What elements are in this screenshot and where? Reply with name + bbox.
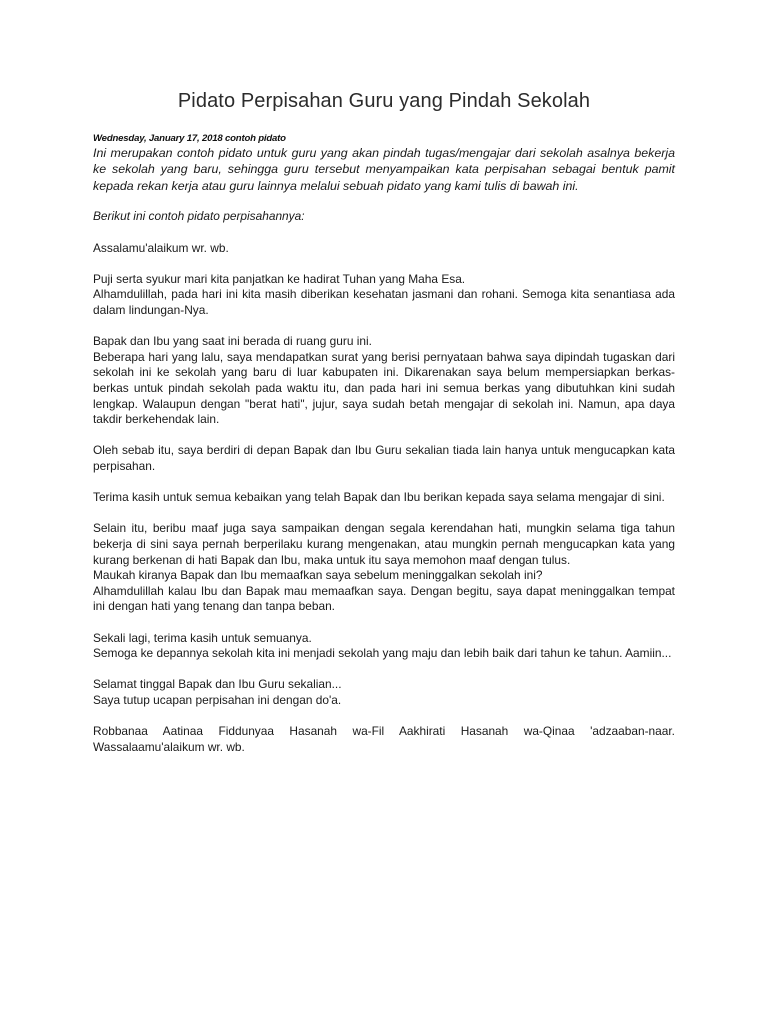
purpose-paragraph: [93, 443, 675, 474]
spacer: [93, 708, 675, 724]
paragraph-line: Bapak dan Ibu yang saat ini berada di ruang guru ini.: [93, 334, 372, 349]
paragraph-line: Saya tutup ucapan perpisahan ini dengan do'a.: [93, 692, 342, 707]
prayer-paragraph: [93, 724, 675, 755]
spacer: [93, 615, 675, 631]
spacer: [93, 319, 675, 335]
intro-paragraph: Ini merupakan contoh pidato untuk guru yang akan pindah tugas/mengajar dari sekolah asalnya bekerja ke sekolah yang baru, sehingga guru tersebut menyampaikan kata perpisahan sebagai bentuk pamit kepada rekan kerja atau guru lainnya melalui sebuah pidato yang kami tulis di bawah ini.: [93, 146, 675, 193]
paragraph-line: Robbanaa Aatinaa Fiddunyaa Hasanah wa-Fil Aakhirati Hasanah wa-Qinaa 'adzaaban-naar. Wassalaamu'alaikum wr. wb.: [93, 724, 675, 754]
spacer: [93, 225, 675, 241]
thanks-paragraph: [93, 490, 675, 506]
spacer: [93, 662, 675, 678]
spacer: [93, 194, 675, 210]
closing-wishes-paragraph: [93, 631, 675, 662]
apology-paragraph: [93, 521, 675, 615]
paragraph-line: Semoga ke depannya sekolah kita ini menjadi sekolah yang maju dan lebih baik dari tahun ke tahun. Aamiin...: [93, 646, 672, 661]
document-title: Pidato Perpisahan Guru yang Pindah Sekolah: [177, 90, 591, 112]
paragraph-line: Assalamu'alaikum wr. wb.: [93, 240, 229, 255]
spacer: [93, 428, 675, 444]
gratitude-paragraph: [93, 272, 675, 319]
spacer: [93, 475, 675, 491]
paragraph-line: Beberapa hari yang lalu, saya mendapatkan surat yang berisi pernyataan bahwa saya dipindah tugaskan dari sekolah ini ke sekolah yang baru di luar kabupaten ini. Dikarenakan saya belum mempersiapkan berkas-berkas untuk pindah sekolah pada waktu itu, dan pada hari ini semua berkas yang dibutuhkan kini sudah lengkap. Walaupun dengan "berat hati", jujur, saya sudah betah mengajar di sekolah ini. Namun, apa daya takdir berkehendak lain.: [93, 349, 675, 427]
paragraph-line: Terima kasih untuk semua kebaikan yang telah Bapak dan Ibu berikan kepada saya selama mengajar di sini.: [93, 490, 665, 505]
spacer: [93, 256, 675, 272]
paragraph-line: Alhamdulillah kalau Ibu dan Bapak mau memaafkan saya. Dengan begitu, saya dapat meninggalkan tempat ini dengan hati yang tenang dan tanpa beban.: [93, 583, 675, 614]
lead-in-text: Berikut ini contoh pidato perpisahannya:: [93, 209, 305, 224]
paragraph-line: Puji serta syukur mari kita panjatkan ke hadirat Tuhan yang Maha Esa.: [93, 271, 466, 286]
document-page: [93, 88, 675, 755]
greeting-paragraph: [93, 241, 675, 257]
paragraph-line: Maukah kiranya Bapak dan Ibu memaafkan saya sebelum meninggalkan sekolah ini?: [93, 568, 543, 583]
paragraph-line: Oleh sebab itu, saya berdiri di depan Bapak dan Ibu Guru sekalian tiada lain hanya untuk mengucapkan kata perpisahan.: [93, 443, 675, 473]
paragraph-line: Selamat tinggal Bapak dan Ibu Guru sekalian...: [93, 677, 342, 692]
post-date-and-category: Wednesday, January 17, 2018 contoh pidato: [93, 133, 286, 144]
paragraph-line: Selain itu, beribu maaf juga saya sampaikan dengan segala kerendahan hati, mungkin selama tiga tahun bekerja di sini saya pernah berperilaku kurang mengenakan, atau mungkin pernah mengucapkan kata yang kurang berkenan di hati Bapak dan Ibu, maka untuk itu saya memohon maaf dengan tulus.: [93, 521, 675, 567]
spacer: [93, 506, 675, 522]
paragraph-line: Sekali lagi, terima kasih untuk semuanya.: [93, 630, 312, 645]
transfer-news-paragraph: [93, 334, 675, 428]
farewell-paragraph: [93, 677, 675, 708]
paragraph-line: Alhamdulillah, pada hari ini kita masih diberikan kesehatan jasmani dan rohani. Semoga kita senantiasa ada dalam lindungan-Nya.: [93, 287, 675, 318]
